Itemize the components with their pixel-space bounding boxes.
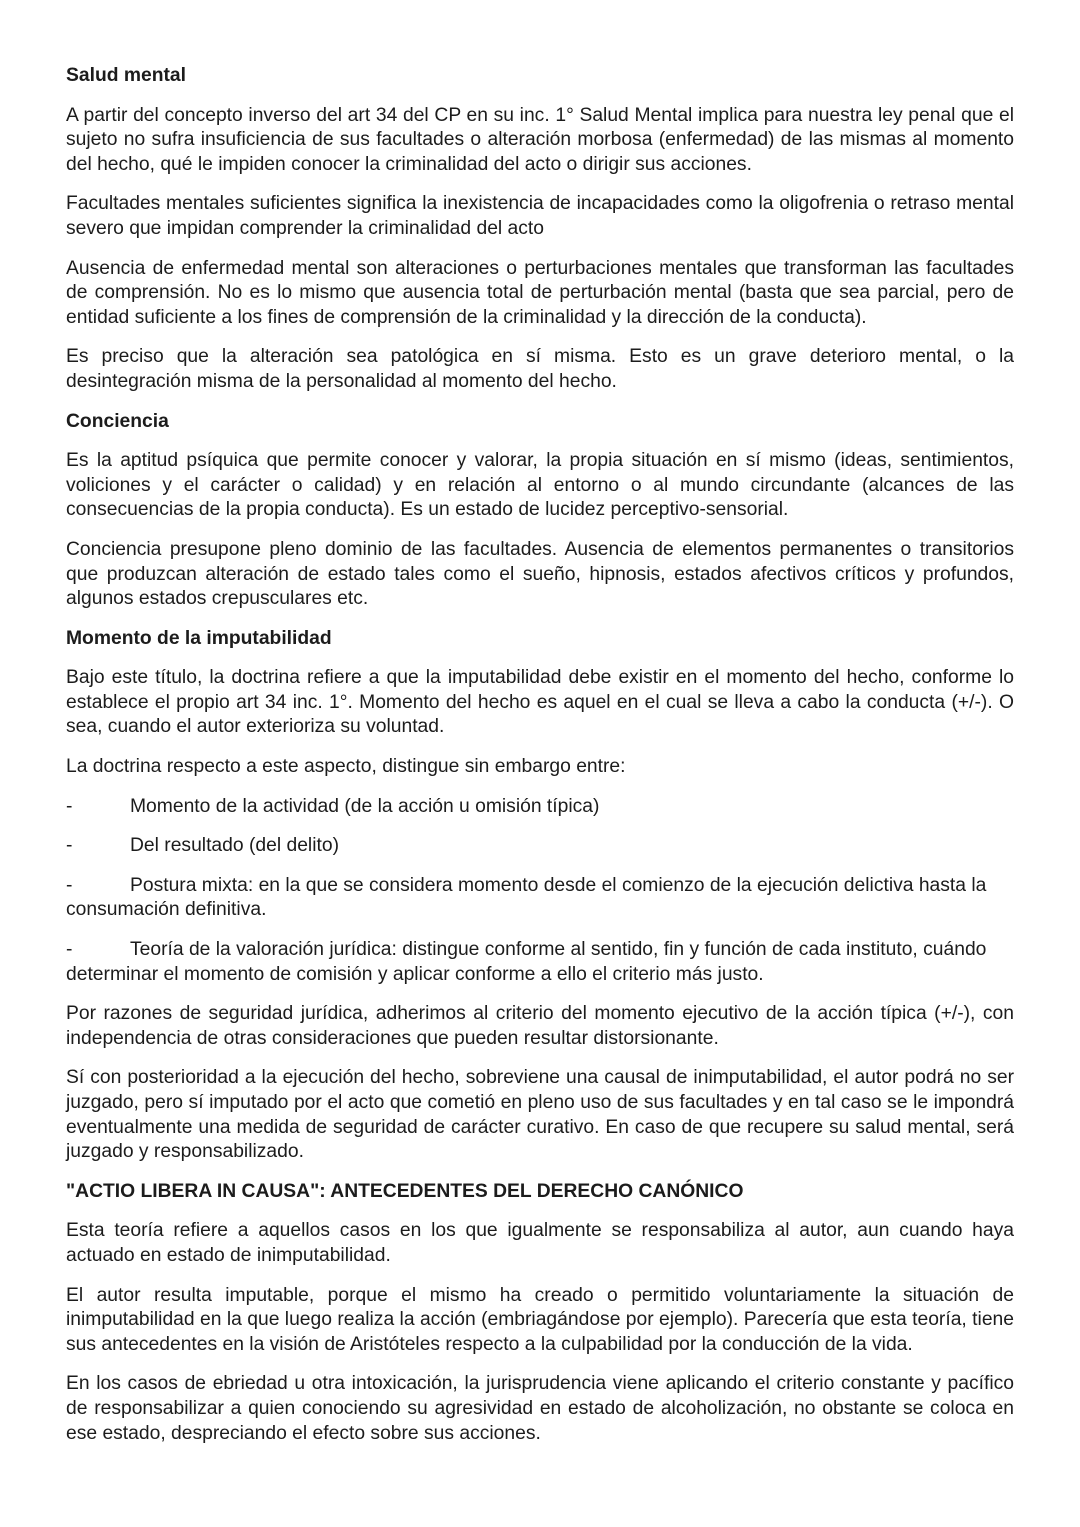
paragraph: Conciencia presupone pleno dominio de las facultades. Ausencia de elementos permanentes o transitorios que produzcan alteración de estado tales como el sueño, hipnosis, estados afectivos críticos y profundos, algunos estados crepusculares etc.	[66, 538, 1014, 610]
list-item-text: Postura mixta: en la que se considera momento desde el comienzo de la ejecución delictiva hasta la consumación definitiva.	[66, 874, 987, 921]
list-item-text: Del resultado (del delito)	[130, 835, 339, 857]
paragraph: La doctrina respecto a este aspecto, distingue sin embargo entre:	[66, 756, 626, 778]
list-dash: -	[66, 874, 73, 896]
paragraph: Esta teoría refiere a aquellos casos en los que igualmente se responsabiliza al autor, aun cuando haya actuado en estado de inimputabilidad.	[66, 1220, 1014, 1266]
paragraph: Sí con posterioridad a la ejecución del hecho, sobreviene una causal de inimputabilidad, el autor podrá no ser juzgado, pero sí imputado por el acto que cometió en pleno uso de sus facultades y en tal caso se le impondrá eventualmente una medida de seguridad de carácter curativo. En caso de que recupere su salud mental, será juzgado y responsabilizado.	[66, 1067, 1014, 1163]
list-dash: -	[66, 795, 73, 817]
list-item	[66, 795, 1014, 820]
paragraph: A partir del concepto inverso del art 34 del CP en su inc. 1° Salud Mental implica para nuestra ley penal que el sujeto no sufra insuficiencia de sus facultades o alteración morbosa (enfermedad) de las mismas al momento del hecho, qué le impiden conocer la criminalidad del acto o dirigir sus acciones.	[66, 104, 1014, 175]
paragraph: En los casos de ebriedad u otra intoxicación, la jurisprudencia viene aplicando el criterio constante y pacífico de responsabilizar a quien conociendo su agresividad en estado de alcoholización, no obstante se coloca en ese estado, despreciando el efecto sobre sus acciones.	[66, 1373, 1014, 1444]
paragraph: Por razones de seguridad jurídica, adherimos al criterio del momento ejecutivo de la acción típica (+/-), con independencia de otras consideraciones que pueden resultar distorsionante.	[66, 1003, 1014, 1049]
paragraph: Bajo este título, la doctrina refiere a que la imputabilidad debe existir en el momento del hecho, conforme lo establece el propio art 34 inc. 1°. Momento del hecho es aquel en el cual se lleva a cabo la conducta (+/-). O sea, cuando el autor exterioriza su voluntad.	[66, 667, 1014, 738]
paragraph: Facultades mentales suficientes significa la inexistencia de incapacidades como la oligofrenia o retraso mental severo que impidan comprender la criminalidad del acto	[66, 193, 1014, 239]
list-item-text: Momento de la actividad (de la acción u omisión típica)	[130, 795, 600, 817]
list-item-text: Teoría de la valoración jurídica: distingue conforme al sentido, fin y función de cada instituto, cuándo determinar el momento de comisión y aplicar conforme a ello el criterio más justo.	[66, 939, 987, 985]
list-item	[66, 938, 1014, 987]
list-dash: -	[66, 939, 73, 961]
document-page	[66, 64, 1014, 1461]
section-heading: Conciencia	[66, 410, 169, 432]
list-dash: -	[66, 835, 73, 857]
list-item	[66, 874, 1014, 923]
section-heading: Momento de la imputabilidad	[66, 627, 332, 649]
paragraph: Es la aptitud psíquica que permite conocer y valorar, la propia situación en sí mismo (ideas, sentimientos, voliciones y el carácter o calidad) y en relación al entorno o al mundo circundante (alcances de las consecuencias de la propia conducta). Es un estado de lucidez perceptivo-sensorial.	[66, 450, 1014, 521]
paragraph: El autor resulta imputable, porque el mismo ha creado o permitido voluntariamente la situación de inimputabilidad en la que luego realiza la acción (embriagándose por ejemplo). Parecería que esta teoría, tiene sus antecedentes en la visión de Aristóteles respecto a la culpabilidad por la conducción de la vida.	[66, 1284, 1014, 1355]
paragraph: Es preciso que la alteración sea patológica en sí misma. Esto es un grave deterioro mental, o la desintegración misma de la personalidad al momento del hecho.	[66, 346, 1014, 392]
section-heading: "ACTIO LIBERA IN CAUSA": ANTECEDENTES DEL DERECHO CANÓNICO	[66, 1180, 744, 1202]
paragraph: Ausencia de enfermedad mental son alteraciones o perturbaciones mentales que transforman las facultades de comprensión. No es lo mismo que ausencia total de perturbación mental (basta que sea parcial, pero de entidad suficiente a los fines de comprensión de la criminalidad y la dirección de la conducta).	[66, 257, 1014, 328]
list-item	[66, 834, 1014, 859]
section-heading: Salud mental	[66, 65, 186, 86]
